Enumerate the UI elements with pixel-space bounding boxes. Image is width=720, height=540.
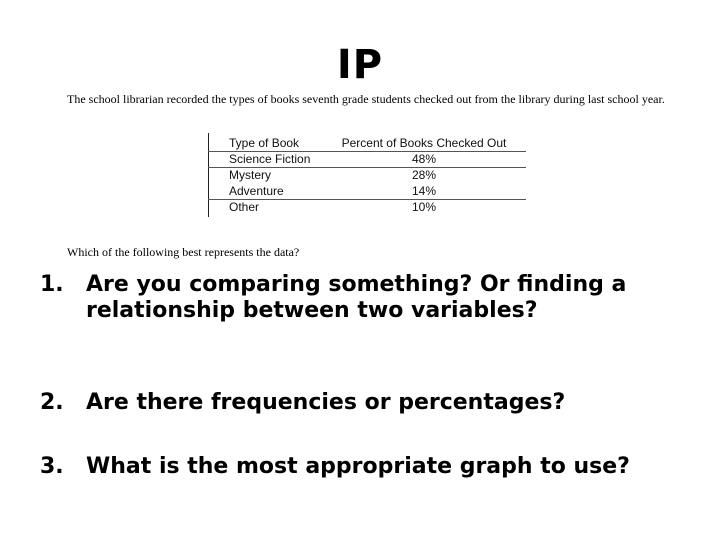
table-cell-type: Adventure bbox=[229, 184, 284, 198]
list-item-number: 3. bbox=[40, 454, 64, 479]
table-row bbox=[208, 167, 526, 183]
slide-title: IP bbox=[336, 42, 384, 88]
table-header-row bbox=[208, 135, 526, 151]
question-text: Which of the following best represents the data? bbox=[67, 245, 300, 259]
data-table bbox=[208, 133, 526, 217]
table-row bbox=[208, 151, 526, 167]
table-cell-type: Mystery bbox=[229, 168, 271, 182]
table-cell-percent: 28% bbox=[411, 168, 437, 182]
list-item-text: Are you comparing something? Or finding a relationship between two variables? bbox=[86, 272, 627, 323]
table-cell-type: Science Fiction bbox=[229, 152, 311, 166]
table-cell-type: Other bbox=[229, 200, 260, 214]
list-item-text: Are there frequencies or percentages? bbox=[86, 390, 566, 415]
table-cell-percent: 48% bbox=[411, 152, 437, 166]
header-type-of-book: Type of Book bbox=[229, 136, 300, 150]
table-cell-percent: 14% bbox=[411, 184, 437, 198]
table-cell-percent: 10% bbox=[411, 200, 437, 214]
header-percent: Percent of Books Checked Out bbox=[341, 136, 507, 150]
table-row bbox=[208, 199, 526, 215]
list-item-text: What is the most appropriate graph to use? bbox=[86, 454, 630, 479]
list-item-number: 1. bbox=[40, 272, 64, 297]
table-row bbox=[208, 183, 526, 199]
problem-statement: The school librarian recorded the types of books seventh grade students checked out from the library during last school year. bbox=[67, 92, 665, 106]
list-item-number: 2. bbox=[40, 390, 64, 415]
